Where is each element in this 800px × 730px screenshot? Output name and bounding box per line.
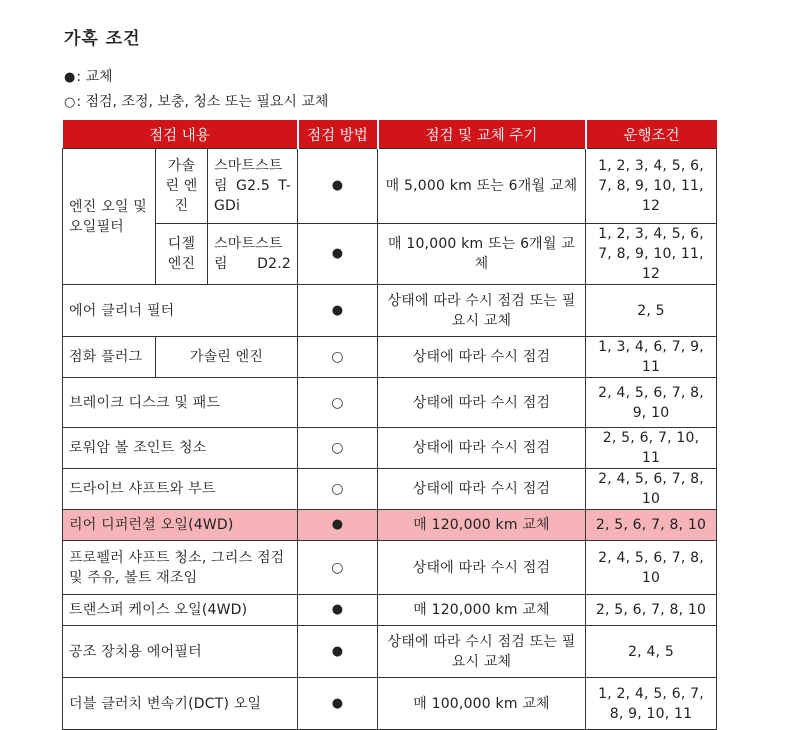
interval-cell: 매 120,000 km 교체	[378, 595, 586, 626]
conditions-cell: 2, 4, 5, 6, 7, 8, 9, 10	[586, 378, 717, 428]
item-cell: 드라이브 샤프트와 부트	[63, 469, 298, 510]
open-circle-icon: ○	[298, 337, 378, 378]
filled-circle-icon: ●	[298, 285, 378, 337]
header-conditions: 운행조건	[586, 120, 717, 149]
filled-circle-icon: ●	[298, 595, 378, 626]
interval-cell: 매 5,000 km 또는 6개월 교체	[378, 149, 586, 224]
interval-cell: 상태에 따라 수시 점검 또는 필요시 교체	[378, 285, 586, 337]
conditions-cell: 2, 5, 6, 7, 8, 10	[586, 510, 717, 541]
interval-cell: 상태에 따라 수시 점검 또는 필요시 교체	[378, 626, 586, 678]
item-cell: 엔진 오일 및 오일필터	[63, 149, 156, 285]
filled-circle-icon: ●	[298, 510, 378, 541]
conditions-cell: 2, 5, 6, 7, 10, 11	[586, 428, 717, 469]
item-cell: 에어 클리너 필터	[63, 285, 298, 337]
section-title: 가혹 조건	[64, 29, 141, 49]
interval-cell: 상태에 따라 수시 점검	[378, 337, 586, 378]
table-row	[63, 428, 717, 469]
table-row	[63, 469, 717, 510]
item-cell: 더블 클러치 변속기(DCT) 오일	[63, 678, 298, 730]
sub-item-cell: 가솔린 엔진	[156, 337, 298, 378]
open-circle-icon: ○	[298, 541, 378, 595]
item-cell: 점화 플러그	[63, 337, 156, 378]
table-row	[63, 378, 717, 428]
table-row	[63, 626, 717, 678]
fuel-cell: 가솔린 엔진	[156, 149, 208, 224]
conditions-cell: 2, 5	[586, 285, 717, 337]
interval-cell: 상태에 따라 수시 점검	[378, 541, 586, 595]
interval-cell: 상태에 따라 수시 점검	[378, 378, 586, 428]
item-cell: 공조 장치용 에어필터	[63, 626, 298, 678]
fuel-cell: 디젤 엔진	[156, 224, 208, 285]
filled-circle-icon: ●	[298, 626, 378, 678]
filled-circle-icon: ●	[64, 70, 76, 85]
conditions-cell: 2, 4, 5, 6, 7, 8, 10	[586, 541, 717, 595]
legend-inspect-text: : 점검, 조정, 보충, 청소 또는 필요시 교체	[76, 94, 329, 110]
conditions-cell: 2, 5, 6, 7, 8, 10	[586, 595, 717, 626]
conditions-cell: 2, 4, 5	[586, 626, 717, 678]
interval-cell: 매 10,000 km 또는 6개월 교체	[378, 224, 586, 285]
header-method: 점검 방법	[298, 120, 378, 149]
header-interval: 점검 및 교체 주기	[378, 120, 586, 149]
legend-replace-text: : 교체	[76, 69, 113, 85]
table-row	[63, 285, 717, 337]
table-header-row	[63, 120, 717, 149]
conditions-cell: 1, 3, 4, 6, 7, 9, 11	[586, 337, 717, 378]
conditions-cell: 1, 2, 4, 5, 6, 7, 8, 9, 10, 11	[586, 678, 717, 730]
table-row	[63, 678, 717, 730]
legend-inspect	[64, 91, 328, 111]
interval-cell: 매 120,000 km 교체	[378, 510, 586, 541]
interval-cell: 상태에 따라 수시 점검	[378, 469, 586, 510]
header-item: 점검 내용	[63, 120, 298, 149]
table-row	[63, 595, 717, 626]
filled-circle-icon: ●	[298, 678, 378, 730]
maintenance-table	[62, 120, 717, 730]
item-cell: 프로펠러 샤프트 청소, 그리스 점검 및 주유, 볼트 재조임	[63, 541, 298, 595]
engine-cell: 스마트스트림 D2.2	[208, 224, 298, 285]
legend-replace	[64, 66, 113, 86]
open-circle-icon: ○	[64, 95, 76, 110]
item-cell: 리어 디퍼런셜 오일(4WD)	[63, 510, 298, 541]
conditions-cell: 1, 2, 3, 4, 5, 6, 7, 8, 9, 10, 11, 12	[586, 149, 717, 224]
engine-cell: 스마트스트림 G2.5 T-GDi	[208, 149, 298, 224]
table-row	[63, 337, 717, 378]
open-circle-icon: ○	[298, 378, 378, 428]
filled-circle-icon: ●	[298, 149, 378, 224]
table-row	[63, 541, 717, 595]
table-row	[63, 224, 717, 285]
table-row-highlighted	[63, 510, 717, 541]
item-cell: 로워암 볼 조인트 청소	[63, 428, 298, 469]
open-circle-icon: ○	[298, 469, 378, 510]
item-cell: 브레이크 디스크 및 패드	[63, 378, 298, 428]
filled-circle-icon: ●	[298, 224, 378, 285]
interval-cell: 매 100,000 km 교체	[378, 678, 586, 730]
item-cell: 트랜스퍼 케이스 오일(4WD)	[63, 595, 298, 626]
table-row	[63, 149, 717, 224]
open-circle-icon: ○	[298, 428, 378, 469]
conditions-cell: 1, 2, 3, 4, 5, 6, 7, 8, 9, 10, 11, 12	[586, 224, 717, 285]
conditions-cell: 2, 4, 5, 6, 7, 8, 10	[586, 469, 717, 510]
interval-cell: 상태에 따라 수시 점검	[378, 428, 586, 469]
